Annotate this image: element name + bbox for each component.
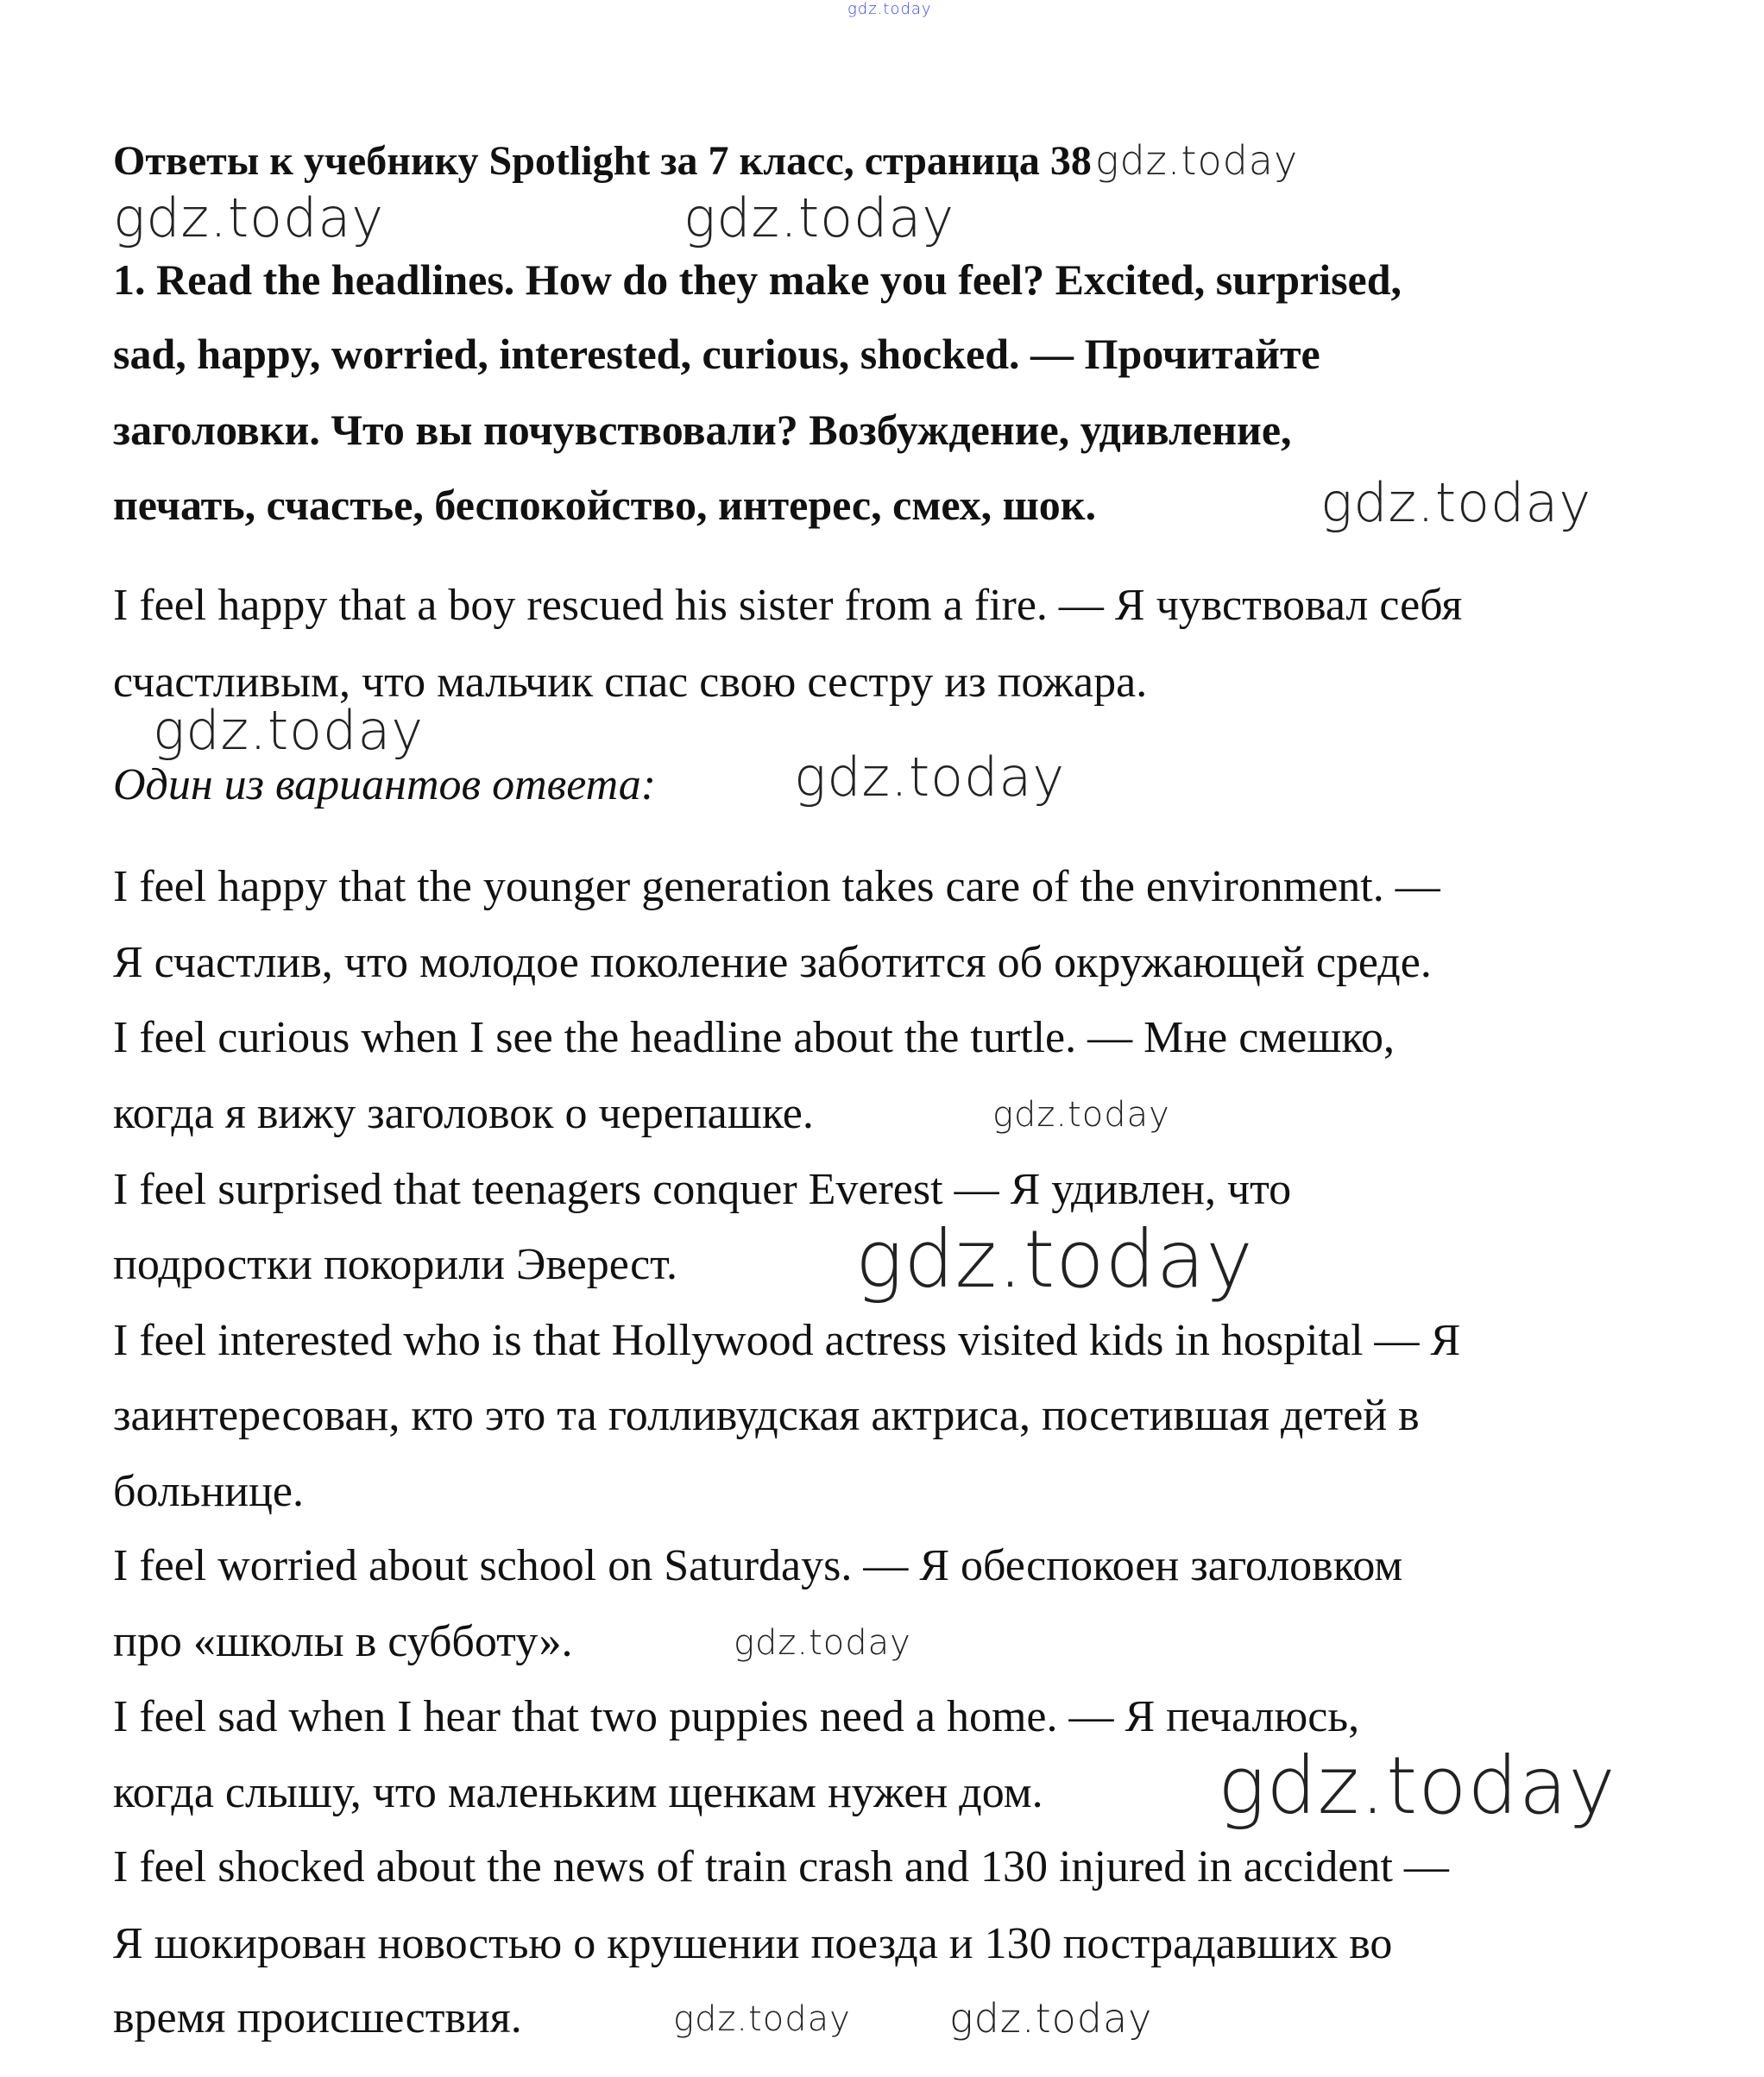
watermark: gdz.today	[684, 186, 955, 249]
answer-line: больнице.	[113, 1467, 304, 1516]
answer-line: I feel shocked about the news of train crash and 130 injured in accident —	[113, 1842, 1449, 1891]
task-heading-line: 1. Read the headlines. How do they make you feel? Excited, surprised,	[113, 255, 1402, 304]
answer-line: когда слышу, что маленьким щенкам нужен дом.	[113, 1768, 1043, 1817]
answer-line: I feel sad when I hear that two puppies need a home. — Я печалюсь,	[113, 1692, 1360, 1741]
page-title: Ответы к учебнику Spotlight за 7 класс, страница 38gdz.today	[113, 137, 1299, 184]
watermark: gdz.today	[949, 1995, 1153, 2042]
task-heading-line: заголовки. Что вы почувствовали? Возбуждение, удивление,	[113, 406, 1292, 454]
answer-line: про «школы в субботу».	[113, 1617, 573, 1666]
watermark: gdz.today	[734, 1623, 911, 1663]
example-line: I feel happy that a boy rescued his sister from a fire. — Я чувствовал себя	[113, 581, 1463, 630]
answer-line: I feel surprised that teenagers conquer Everest — Я удивлен, что	[113, 1165, 1292, 1214]
answer-line: I feel happy that the younger generation takes care of the environment. —	[113, 862, 1440, 911]
watermark: gdz.today	[153, 699, 425, 762]
answer-line: I feel curious when I see the headline about the turtle. — Мне смешко,	[113, 1013, 1395, 1062]
watermark: gdz.today	[1320, 471, 1592, 534]
answer-line: I feel worried about school on Saturdays. — Я обеспокоен заголовком	[113, 1541, 1403, 1590]
watermark: gdz.today	[847, 0, 932, 18]
answer-line: заинтересован, кто это та голливудская актриса, посетившая детей в	[113, 1391, 1420, 1440]
watermark: gdz.today	[1094, 137, 1299, 184]
answer-line: когда я вижу заголовок о черепашке.	[113, 1089, 814, 1138]
watermark: gdz.today	[673, 1999, 851, 2039]
answer-line: подростки покорили Эверест.	[113, 1240, 677, 1289]
answer-line: время происшествия.	[113, 1993, 522, 2042]
watermark: gdz.today	[855, 1213, 1254, 1306]
watermark: gdz.today	[113, 186, 385, 249]
answer-line: Я шокирован новостью о крушении поезда и 130 пострадавших во	[113, 1919, 1393, 1968]
task-heading-line: sad, happy, worried, interested, curious, shocked. — Прочитайте	[113, 330, 1320, 378]
answer-line: Я счастлив, что молодое поколение заботится об окружающей среде.	[113, 938, 1432, 987]
example-line: счастливым, что мальчик спас свою сестру из пожара.	[113, 658, 1148, 707]
watermark: gdz.today	[992, 1095, 1170, 1135]
answer-line: I feel interested who is that Hollywood actress visited kids in hospital — Я	[113, 1316, 1461, 1365]
task-heading-line: печать, счастье, беспокойство, интерес, смех, шок.	[113, 481, 1097, 529]
watermark: gdz.today	[794, 746, 1066, 809]
variant-label: Один из вариантов ответа:	[113, 760, 657, 809]
watermark: gdz.today	[1218, 1740, 1616, 1832]
